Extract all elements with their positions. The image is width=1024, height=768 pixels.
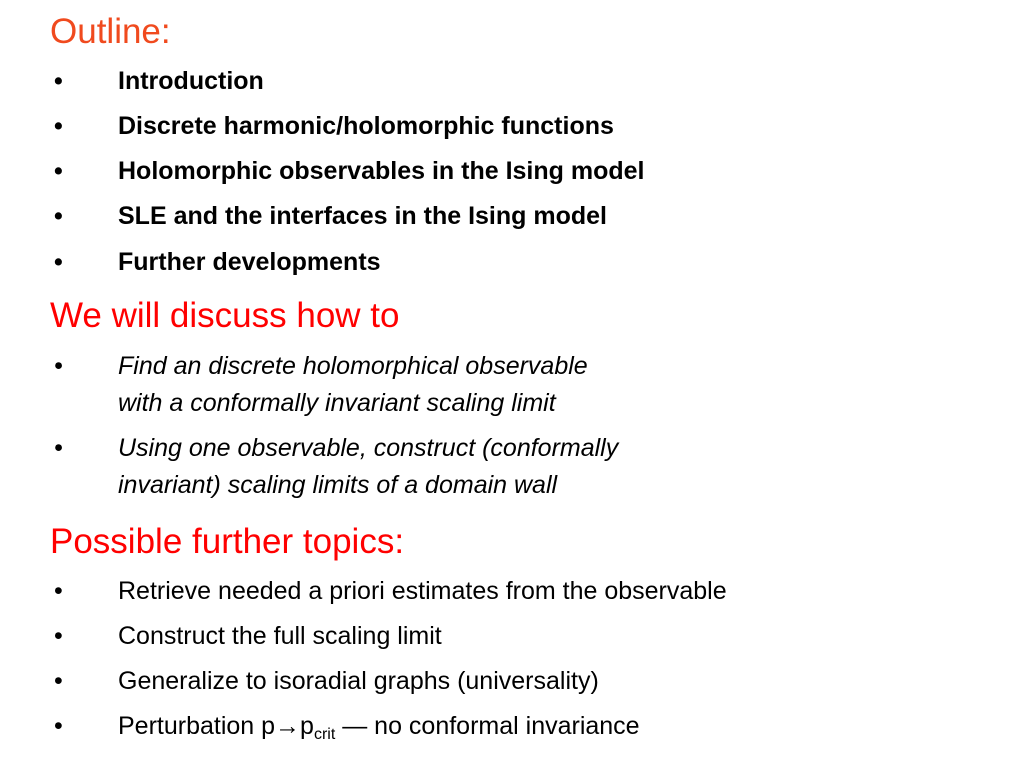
perturbation-p: p bbox=[300, 712, 314, 740]
outline-item-label: Introduction bbox=[118, 67, 264, 95]
outline-item-label: SLE and the interfaces in the Ising model bbox=[118, 202, 607, 230]
outline-item-label: Further developments bbox=[118, 248, 381, 276]
bullet: • bbox=[54, 352, 63, 380]
further-item-label: Retrieve needed a priori estimates from the observable bbox=[118, 577, 727, 605]
bullet: • bbox=[54, 248, 63, 276]
bullet: • bbox=[54, 712, 63, 740]
further-heading: Possible further topics: bbox=[50, 522, 405, 561]
bullet: • bbox=[54, 622, 63, 650]
perturbation-suffix: — no conformal invariance bbox=[335, 712, 640, 740]
bullet: • bbox=[54, 157, 63, 185]
further-item-perturbation-text bbox=[118, 708, 640, 745]
further-item-label: Construct the full scaling limit bbox=[118, 622, 442, 650]
discuss-item-line1: Using one observable, construct (conformally bbox=[118, 434, 619, 462]
perturbation-subscript: crit bbox=[313, 726, 336, 743]
bullet: • bbox=[54, 202, 63, 230]
outline-heading: Outline: bbox=[50, 12, 171, 51]
bullet: • bbox=[54, 434, 63, 462]
bullet: • bbox=[54, 112, 63, 140]
perturbation-prefix: Perturbation p bbox=[118, 712, 276, 740]
discuss-item-line2: with a conformally invariant scaling limit bbox=[118, 389, 556, 417]
arrow-icon: → bbox=[275, 712, 301, 740]
discuss-item-line2: invariant) scaling limits of a domain wall bbox=[118, 471, 558, 499]
bullet: • bbox=[54, 67, 63, 95]
further-item-label: Generalize to isoradial graphs (universality) bbox=[118, 667, 599, 695]
bullet: • bbox=[54, 577, 63, 605]
discuss-heading: We will discuss how to bbox=[50, 296, 400, 335]
bullet: • bbox=[54, 667, 63, 695]
outline-item-label: Holomorphic observables in the Ising model bbox=[118, 157, 645, 185]
discuss-item-line1: Find an discrete holomorphical observable bbox=[118, 352, 588, 380]
outline-item-label: Discrete harmonic/holomorphic functions bbox=[118, 112, 614, 140]
